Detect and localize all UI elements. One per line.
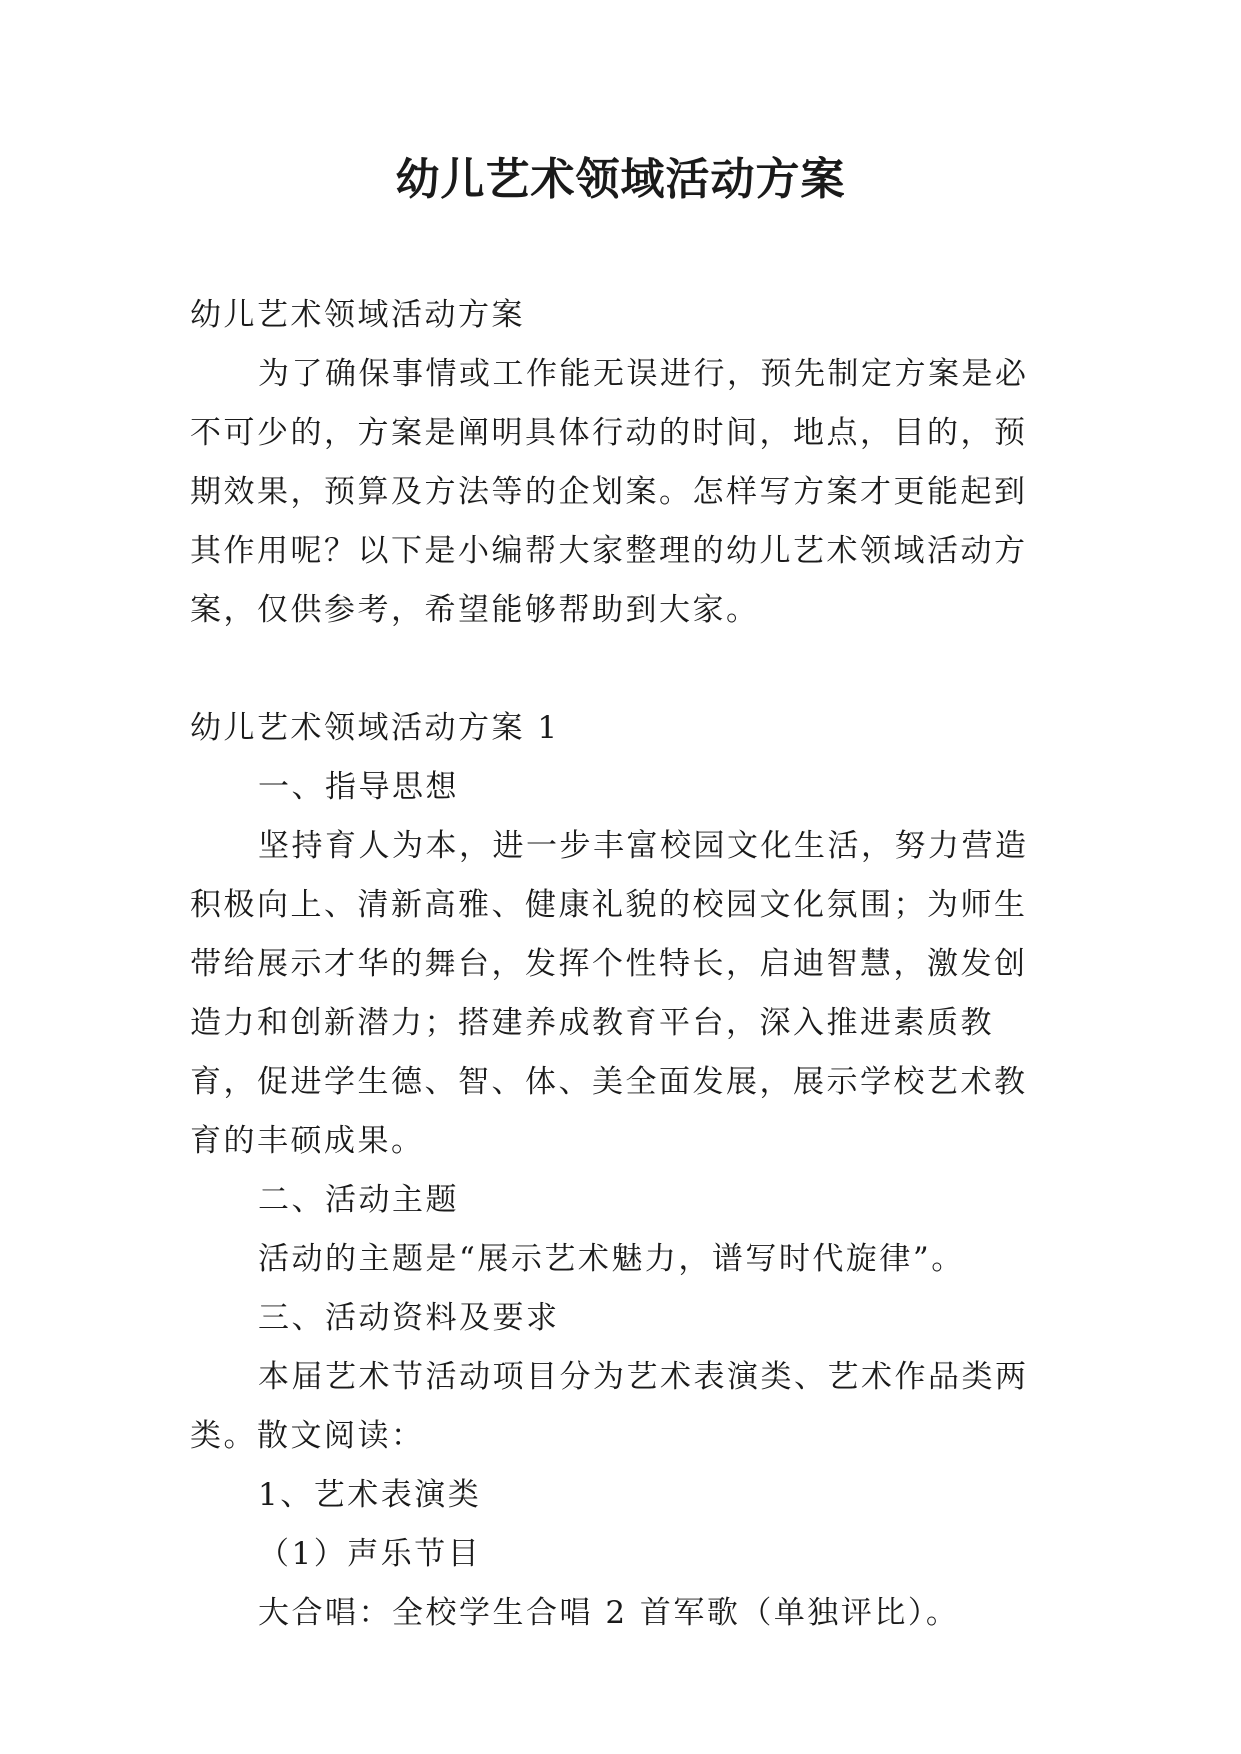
activity-theme-paragraph: 活动的主题是“展示艺术魅力，谱写时代旋律”。	[258, 1241, 965, 1277]
materials-paragraph: 本届艺术节活动项目分为艺术表演类、艺术作品类两类。散文阅读：	[190, 1359, 1029, 1454]
document-body	[190, 286, 1056, 1643]
chorus-paragraph: 大合唱：全校学生合唱 2 首军歌（单独评比）。	[258, 1595, 960, 1631]
section-heading-guiding-ideology: 一、指导思想	[258, 769, 459, 805]
section-heading: 幼儿艺术领域活动方案	[190, 297, 525, 333]
plan-heading: 幼儿艺术领域活动方案 1	[190, 710, 560, 746]
paragraph-spacer	[190, 640, 1056, 699]
section-heading-activity-theme: 二、活动主题	[258, 1182, 459, 1218]
subsection-heading-vocal: （1）声乐节目	[258, 1536, 482, 1572]
document-title: 幼儿艺术领域活动方案	[395, 154, 846, 205]
subsection-heading-performance: 1、艺术表演类	[258, 1477, 482, 1513]
section-heading-materials-requirements: 三、活动资料及要求	[258, 1300, 560, 1336]
guiding-ideology-paragraph: 坚持育人为本，进一步丰富校园文化生活，努力营造积极向上、清新高雅、健康礼貌的校园文化氛围；为师生带给展示才华的舞台，发挥个性特长，启迪智慧，激发创造力和创新潜力；搭建养成教育平台，深入推进素质教育，促进学生德、智、体、美全面发展，展示学校艺术教育的丰硕成果。	[190, 828, 1029, 1159]
intro-paragraph: 为了确保事情或工作能无误进行，预先制定方案是必不可少的，方案是阐明具体行动的时间，地点，目的，预期效果，预算及方法等的企划案。怎样写方案才更能起到其作用呢？以下是小编帮大家整理的幼儿艺术领域活动方案，仅供参考，希望能够帮助到大家。	[190, 356, 1029, 628]
